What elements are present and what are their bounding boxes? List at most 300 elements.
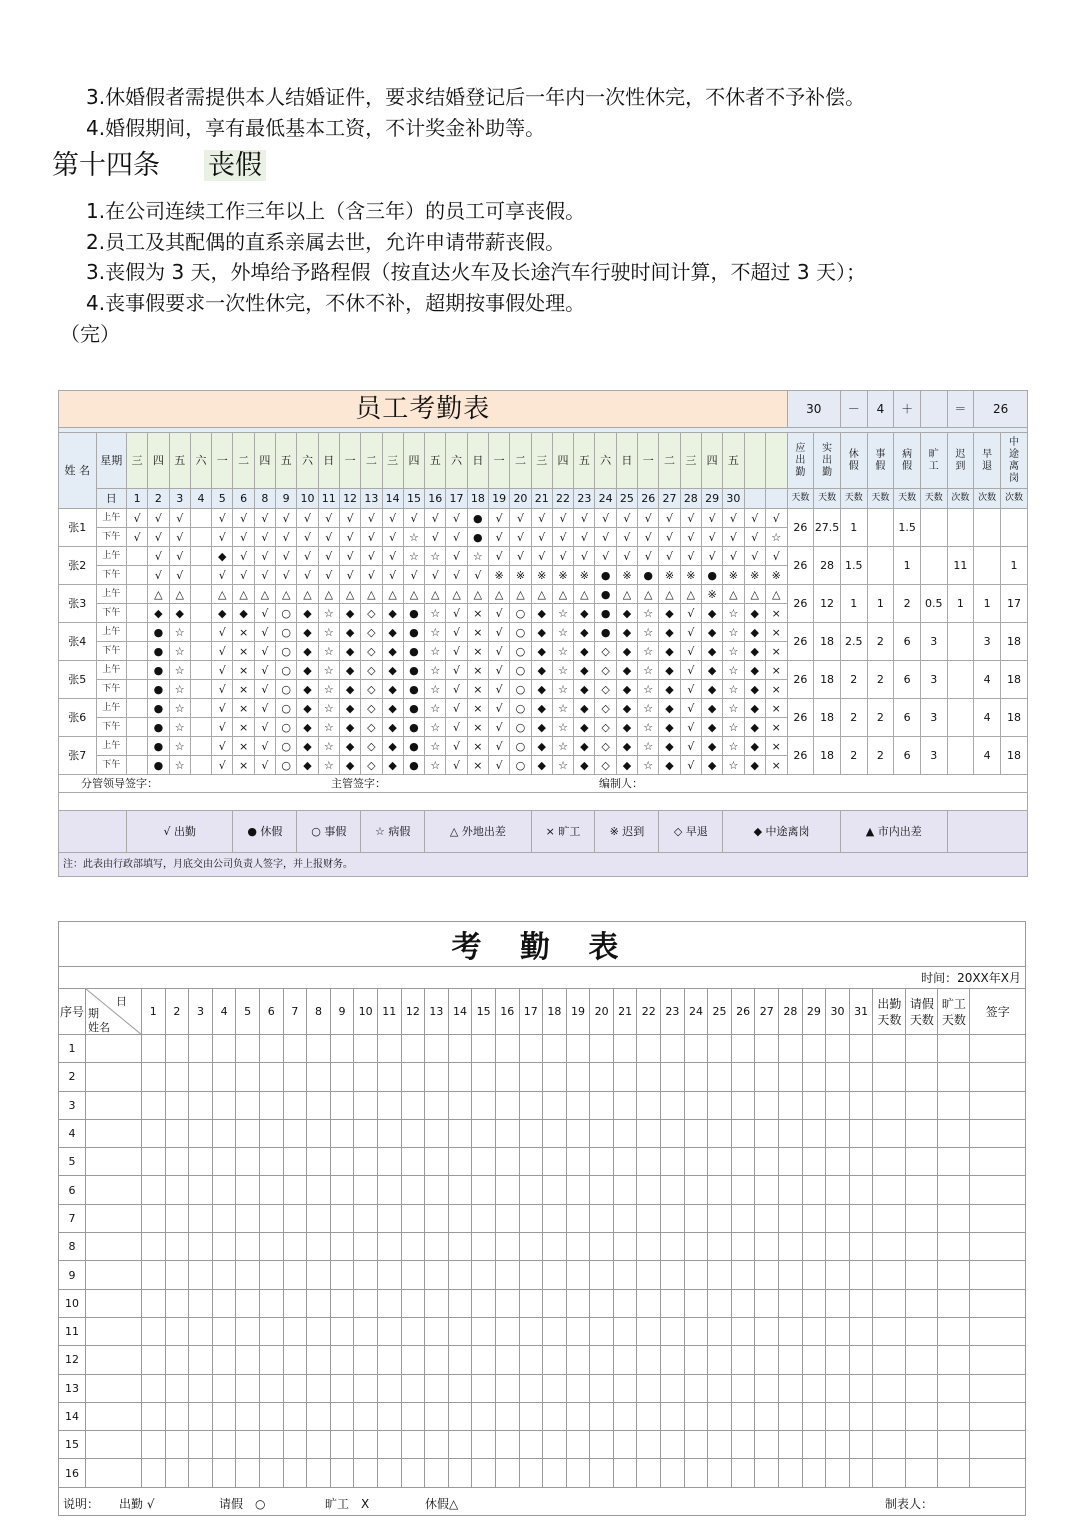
blank-cell[interactable] (307, 1148, 331, 1176)
blank-cell[interactable] (448, 1374, 472, 1402)
blank-cell[interactable] (401, 1374, 425, 1402)
blank-cell[interactable] (472, 1346, 496, 1374)
blank-cell[interactable] (938, 1063, 970, 1091)
blank-cell[interactable] (189, 1431, 213, 1459)
blank-cell[interactable] (684, 1459, 708, 1487)
blank-cell[interactable] (543, 1261, 567, 1289)
blank-cell[interactable] (590, 1233, 614, 1261)
blank-cell[interactable] (906, 1091, 938, 1119)
blank-cell[interactable] (849, 1402, 873, 1430)
blank-cell[interactable] (212, 1091, 236, 1119)
blank-cell[interactable] (307, 1402, 331, 1430)
blank-cell[interactable] (849, 1035, 873, 1063)
blank-cell[interactable] (826, 1289, 850, 1317)
blank-cell[interactable] (330, 1346, 354, 1374)
blank-cell[interactable] (189, 1261, 213, 1289)
blank-cell[interactable] (86, 1459, 142, 1487)
blank-cell[interactable] (236, 1063, 260, 1091)
blank-cell[interactable] (519, 1148, 543, 1176)
blank-cell[interactable] (212, 1289, 236, 1317)
blank-cell[interactable] (802, 1119, 826, 1147)
blank-cell[interactable] (472, 1402, 496, 1430)
blank-cell[interactable] (802, 1035, 826, 1063)
blank-cell[interactable] (519, 1233, 543, 1261)
blank-cell[interactable] (731, 1176, 755, 1204)
blank-cell[interactable] (236, 1374, 260, 1402)
blank-cell[interactable] (330, 1317, 354, 1345)
blank-cell[interactable] (330, 1402, 354, 1430)
blank-cell[interactable] (755, 1035, 779, 1063)
blank-cell[interactable] (566, 1233, 590, 1261)
blank-cell[interactable] (495, 1119, 519, 1147)
blank-cell[interactable] (566, 1431, 590, 1459)
blank-cell[interactable] (377, 1119, 401, 1147)
blank-cell[interactable] (590, 1346, 614, 1374)
blank-cell[interactable] (779, 1374, 803, 1402)
blank-cell[interactable] (377, 1459, 401, 1487)
blank-cell[interactable] (684, 1176, 708, 1204)
blank-cell[interactable] (189, 1091, 213, 1119)
blank-cell[interactable] (826, 1261, 850, 1289)
blank-cell[interactable] (755, 1402, 779, 1430)
blank-cell[interactable] (307, 1459, 331, 1487)
blank-cell[interactable] (755, 1317, 779, 1345)
blank-cell[interactable] (637, 1261, 661, 1289)
blank-cell[interactable] (873, 1317, 906, 1345)
blank-cell[interactable] (779, 1289, 803, 1317)
blank-cell[interactable] (142, 1233, 166, 1261)
blank-cell[interactable] (472, 1063, 496, 1091)
blank-cell[interactable] (637, 1459, 661, 1487)
blank-cell[interactable] (566, 1402, 590, 1430)
blank-cell[interactable] (661, 1204, 685, 1232)
blank-cell[interactable] (377, 1374, 401, 1402)
blank-cell[interactable] (938, 1431, 970, 1459)
blank-cell[interactable] (142, 1402, 166, 1430)
blank-cell[interactable] (307, 1317, 331, 1345)
blank-cell[interactable] (661, 1289, 685, 1317)
blank-cell[interactable] (543, 1431, 567, 1459)
blank-cell[interactable] (448, 1148, 472, 1176)
blank-cell[interactable] (938, 1204, 970, 1232)
blank-cell[interactable] (377, 1204, 401, 1232)
blank-cell[interactable] (472, 1176, 496, 1204)
blank-cell[interactable] (543, 1035, 567, 1063)
blank-cell[interactable] (354, 1346, 378, 1374)
blank-cell[interactable] (970, 1091, 1026, 1119)
blank-cell[interactable] (731, 1346, 755, 1374)
blank-cell[interactable] (377, 1317, 401, 1345)
blank-cell[interactable] (519, 1431, 543, 1459)
blank-cell[interactable] (661, 1374, 685, 1402)
blank-cell[interactable] (566, 1176, 590, 1204)
blank-cell[interactable] (354, 1119, 378, 1147)
blank-cell[interactable] (613, 1035, 637, 1063)
blank-cell[interactable] (472, 1261, 496, 1289)
blank-cell[interactable] (448, 1091, 472, 1119)
blank-cell[interactable] (906, 1063, 938, 1091)
blank-cell[interactable] (495, 1431, 519, 1459)
blank-cell[interactable] (259, 1374, 283, 1402)
blank-cell[interactable] (684, 1431, 708, 1459)
blank-cell[interactable] (613, 1346, 637, 1374)
blank-cell[interactable] (779, 1091, 803, 1119)
blank-cell[interactable] (307, 1035, 331, 1063)
blank-cell[interactable] (590, 1459, 614, 1487)
blank-cell[interactable] (613, 1091, 637, 1119)
blank-cell[interactable] (283, 1374, 307, 1402)
blank-cell[interactable] (637, 1233, 661, 1261)
blank-cell[interactable] (613, 1204, 637, 1232)
blank-cell[interactable] (236, 1148, 260, 1176)
blank-cell[interactable] (448, 1204, 472, 1232)
blank-cell[interactable] (236, 1317, 260, 1345)
blank-cell[interactable] (731, 1431, 755, 1459)
blank-cell[interactable] (661, 1402, 685, 1430)
blank-cell[interactable] (142, 1459, 166, 1487)
blank-cell[interactable] (708, 1176, 732, 1204)
blank-cell[interactable] (849, 1346, 873, 1374)
blank-cell[interactable] (543, 1063, 567, 1091)
blank-cell[interactable] (849, 1289, 873, 1317)
blank-cell[interactable] (661, 1431, 685, 1459)
blank-cell[interactable] (354, 1374, 378, 1402)
blank-cell[interactable] (755, 1346, 779, 1374)
blank-cell[interactable] (165, 1402, 189, 1430)
blank-cell[interactable] (637, 1091, 661, 1119)
blank-cell[interactable] (970, 1317, 1026, 1345)
blank-cell[interactable] (543, 1402, 567, 1430)
blank-cell[interactable] (708, 1402, 732, 1430)
blank-cell[interactable] (826, 1148, 850, 1176)
blank-cell[interactable] (970, 1063, 1026, 1091)
blank-cell[interactable] (938, 1289, 970, 1317)
blank-cell[interactable] (938, 1176, 970, 1204)
blank-cell[interactable] (448, 1119, 472, 1147)
blank-cell[interactable] (684, 1374, 708, 1402)
blank-cell[interactable] (448, 1289, 472, 1317)
blank-cell[interactable] (86, 1261, 142, 1289)
blank-cell[interactable] (849, 1459, 873, 1487)
blank-cell[interactable] (259, 1346, 283, 1374)
blank-cell[interactable] (849, 1261, 873, 1289)
blank-cell[interactable] (873, 1091, 906, 1119)
blank-cell[interactable] (330, 1035, 354, 1063)
blank-cell[interactable] (779, 1402, 803, 1430)
blank-cell[interactable] (495, 1148, 519, 1176)
blank-cell[interactable] (802, 1289, 826, 1317)
blank-cell[interactable] (425, 1035, 449, 1063)
blank-cell[interactable] (590, 1035, 614, 1063)
blank-cell[interactable] (779, 1204, 803, 1232)
blank-cell[interactable] (731, 1148, 755, 1176)
blank-cell[interactable] (283, 1233, 307, 1261)
blank-cell[interactable] (590, 1119, 614, 1147)
blank-cell[interactable] (401, 1119, 425, 1147)
blank-cell[interactable] (330, 1431, 354, 1459)
blank-cell[interactable] (448, 1176, 472, 1204)
blank-cell[interactable] (826, 1091, 850, 1119)
blank-cell[interactable] (779, 1035, 803, 1063)
blank-cell[interactable] (259, 1289, 283, 1317)
blank-cell[interactable] (377, 1176, 401, 1204)
blank-cell[interactable] (307, 1091, 331, 1119)
blank-cell[interactable] (613, 1459, 637, 1487)
blank-cell[interactable] (755, 1374, 779, 1402)
blank-cell[interactable] (543, 1317, 567, 1345)
blank-cell[interactable] (377, 1233, 401, 1261)
blank-cell[interactable] (307, 1063, 331, 1091)
blank-cell[interactable] (472, 1091, 496, 1119)
blank-cell[interactable] (330, 1289, 354, 1317)
blank-cell[interactable] (236, 1091, 260, 1119)
blank-cell[interactable] (802, 1346, 826, 1374)
blank-cell[interactable] (401, 1402, 425, 1430)
blank-cell[interactable] (519, 1204, 543, 1232)
blank-cell[interactable] (401, 1289, 425, 1317)
blank-cell[interactable] (566, 1204, 590, 1232)
blank-cell[interactable] (307, 1233, 331, 1261)
blank-cell[interactable] (970, 1148, 1026, 1176)
blank-cell[interactable] (283, 1176, 307, 1204)
blank-cell[interactable] (826, 1402, 850, 1430)
blank-cell[interactable] (189, 1374, 213, 1402)
blank-cell[interactable] (755, 1431, 779, 1459)
blank-cell[interactable] (779, 1233, 803, 1261)
blank-cell[interactable] (779, 1176, 803, 1204)
blank-cell[interactable] (661, 1233, 685, 1261)
blank-cell[interactable] (472, 1035, 496, 1063)
blank-cell[interactable] (142, 1176, 166, 1204)
blank-cell[interactable] (142, 1063, 166, 1091)
blank-cell[interactable] (519, 1346, 543, 1374)
blank-cell[interactable] (708, 1374, 732, 1402)
blank-cell[interactable] (873, 1374, 906, 1402)
blank-cell[interactable] (637, 1346, 661, 1374)
blank-cell[interactable] (779, 1459, 803, 1487)
blank-cell[interactable] (236, 1119, 260, 1147)
blank-cell[interactable] (938, 1035, 970, 1063)
blank-cell[interactable] (283, 1119, 307, 1147)
blank-cell[interactable] (165, 1346, 189, 1374)
blank-cell[interactable] (708, 1459, 732, 1487)
blank-cell[interactable] (307, 1289, 331, 1317)
blank-cell[interactable] (661, 1035, 685, 1063)
blank-cell[interactable] (236, 1431, 260, 1459)
blank-cell[interactable] (165, 1148, 189, 1176)
blank-cell[interactable] (970, 1204, 1026, 1232)
blank-cell[interactable] (906, 1317, 938, 1345)
blank-cell[interactable] (661, 1459, 685, 1487)
blank-cell[interactable] (543, 1148, 567, 1176)
blank-cell[interactable] (330, 1063, 354, 1091)
blank-cell[interactable] (802, 1091, 826, 1119)
blank-cell[interactable] (330, 1459, 354, 1487)
blank-cell[interactable] (86, 1063, 142, 1091)
blank-cell[interactable] (590, 1317, 614, 1345)
blank-cell[interactable] (86, 1035, 142, 1063)
blank-cell[interactable] (519, 1035, 543, 1063)
blank-cell[interactable] (755, 1119, 779, 1147)
blank-cell[interactable] (448, 1459, 472, 1487)
blank-cell[interactable] (661, 1261, 685, 1289)
blank-cell[interactable] (189, 1289, 213, 1317)
blank-cell[interactable] (849, 1119, 873, 1147)
blank-cell[interactable] (330, 1233, 354, 1261)
blank-cell[interactable] (86, 1346, 142, 1374)
blank-cell[interactable] (425, 1261, 449, 1289)
blank-cell[interactable] (970, 1176, 1026, 1204)
blank-cell[interactable] (212, 1317, 236, 1345)
blank-cell[interactable] (684, 1346, 708, 1374)
blank-cell[interactable] (259, 1233, 283, 1261)
blank-cell[interactable] (849, 1063, 873, 1091)
blank-cell[interactable] (755, 1459, 779, 1487)
blank-cell[interactable] (637, 1063, 661, 1091)
blank-cell[interactable] (425, 1317, 449, 1345)
blank-cell[interactable] (236, 1204, 260, 1232)
blank-cell[interactable] (566, 1148, 590, 1176)
blank-cell[interactable] (613, 1402, 637, 1430)
blank-cell[interactable] (826, 1176, 850, 1204)
blank-cell[interactable] (873, 1459, 906, 1487)
blank-cell[interactable] (661, 1148, 685, 1176)
blank-cell[interactable] (142, 1374, 166, 1402)
blank-cell[interactable] (472, 1289, 496, 1317)
blank-cell[interactable] (425, 1346, 449, 1374)
blank-cell[interactable] (802, 1063, 826, 1091)
blank-cell[interactable] (401, 1148, 425, 1176)
blank-cell[interactable] (212, 1063, 236, 1091)
blank-cell[interactable] (519, 1063, 543, 1091)
blank-cell[interactable] (330, 1261, 354, 1289)
blank-cell[interactable] (142, 1317, 166, 1345)
blank-cell[interactable] (661, 1091, 685, 1119)
blank-cell[interactable] (826, 1035, 850, 1063)
blank-cell[interactable] (259, 1119, 283, 1147)
blank-cell[interactable] (283, 1063, 307, 1091)
blank-cell[interactable] (283, 1035, 307, 1063)
blank-cell[interactable] (802, 1459, 826, 1487)
blank-cell[interactable] (354, 1035, 378, 1063)
blank-cell[interactable] (613, 1289, 637, 1317)
blank-cell[interactable] (708, 1063, 732, 1091)
blank-cell[interactable] (519, 1459, 543, 1487)
blank-cell[interactable] (307, 1261, 331, 1289)
blank-cell[interactable] (613, 1261, 637, 1289)
blank-cell[interactable] (708, 1035, 732, 1063)
blank-cell[interactable] (142, 1204, 166, 1232)
blank-cell[interactable] (283, 1431, 307, 1459)
blank-cell[interactable] (86, 1204, 142, 1232)
blank-cell[interactable] (826, 1374, 850, 1402)
blank-cell[interactable] (377, 1261, 401, 1289)
blank-cell[interactable] (165, 1431, 189, 1459)
blank-cell[interactable] (448, 1317, 472, 1345)
blank-cell[interactable] (731, 1402, 755, 1430)
blank-cell[interactable] (826, 1063, 850, 1091)
blank-cell[interactable] (543, 1346, 567, 1374)
blank-cell[interactable] (566, 1035, 590, 1063)
blank-cell[interactable] (165, 1035, 189, 1063)
blank-cell[interactable] (802, 1233, 826, 1261)
blank-cell[interactable] (906, 1204, 938, 1232)
blank-cell[interactable] (189, 1148, 213, 1176)
blank-cell[interactable] (472, 1317, 496, 1345)
blank-cell[interactable] (236, 1402, 260, 1430)
blank-cell[interactable] (259, 1204, 283, 1232)
blank-cell[interactable] (401, 1035, 425, 1063)
blank-cell[interactable] (519, 1119, 543, 1147)
blank-cell[interactable] (731, 1289, 755, 1317)
blank-cell[interactable] (566, 1317, 590, 1345)
blank-cell[interactable] (472, 1148, 496, 1176)
blank-cell[interactable] (448, 1402, 472, 1430)
blank-cell[interactable] (472, 1204, 496, 1232)
blank-cell[interactable] (330, 1176, 354, 1204)
blank-cell[interactable] (590, 1176, 614, 1204)
blank-cell[interactable] (906, 1035, 938, 1063)
blank-cell[interactable] (401, 1317, 425, 1345)
blank-cell[interactable] (236, 1261, 260, 1289)
blank-cell[interactable] (779, 1063, 803, 1091)
blank-cell[interactable] (472, 1119, 496, 1147)
blank-cell[interactable] (779, 1431, 803, 1459)
blank-cell[interactable] (354, 1091, 378, 1119)
blank-cell[interactable] (849, 1204, 873, 1232)
blank-cell[interactable] (495, 1317, 519, 1345)
blank-cell[interactable] (849, 1317, 873, 1345)
blank-cell[interactable] (543, 1119, 567, 1147)
blank-cell[interactable] (543, 1459, 567, 1487)
blank-cell[interactable] (377, 1289, 401, 1317)
blank-cell[interactable] (684, 1148, 708, 1176)
blank-cell[interactable] (495, 1346, 519, 1374)
blank-cell[interactable] (566, 1091, 590, 1119)
blank-cell[interactable] (165, 1374, 189, 1402)
blank-cell[interactable] (425, 1119, 449, 1147)
blank-cell[interactable] (708, 1289, 732, 1317)
blank-cell[interactable] (519, 1317, 543, 1345)
blank-cell[interactable] (543, 1374, 567, 1402)
blank-cell[interactable] (259, 1063, 283, 1091)
blank-cell[interactable] (906, 1402, 938, 1430)
blank-cell[interactable] (590, 1431, 614, 1459)
blank-cell[interactable] (731, 1091, 755, 1119)
blank-cell[interactable] (826, 1459, 850, 1487)
blank-cell[interactable] (543, 1204, 567, 1232)
blank-cell[interactable] (873, 1289, 906, 1317)
blank-cell[interactable] (259, 1176, 283, 1204)
blank-cell[interactable] (401, 1091, 425, 1119)
blank-cell[interactable] (307, 1346, 331, 1374)
blank-cell[interactable] (938, 1261, 970, 1289)
blank-cell[interactable] (495, 1091, 519, 1119)
blank-cell[interactable] (142, 1261, 166, 1289)
blank-cell[interactable] (236, 1346, 260, 1374)
blank-cell[interactable] (212, 1148, 236, 1176)
blank-cell[interactable] (731, 1119, 755, 1147)
blank-cell[interactable] (708, 1148, 732, 1176)
blank-cell[interactable] (86, 1233, 142, 1261)
blank-cell[interactable] (906, 1346, 938, 1374)
blank-cell[interactable] (613, 1119, 637, 1147)
blank-cell[interactable] (826, 1346, 850, 1374)
blank-cell[interactable] (472, 1431, 496, 1459)
blank-cell[interactable] (873, 1035, 906, 1063)
blank-cell[interactable] (142, 1289, 166, 1317)
blank-cell[interactable] (165, 1176, 189, 1204)
